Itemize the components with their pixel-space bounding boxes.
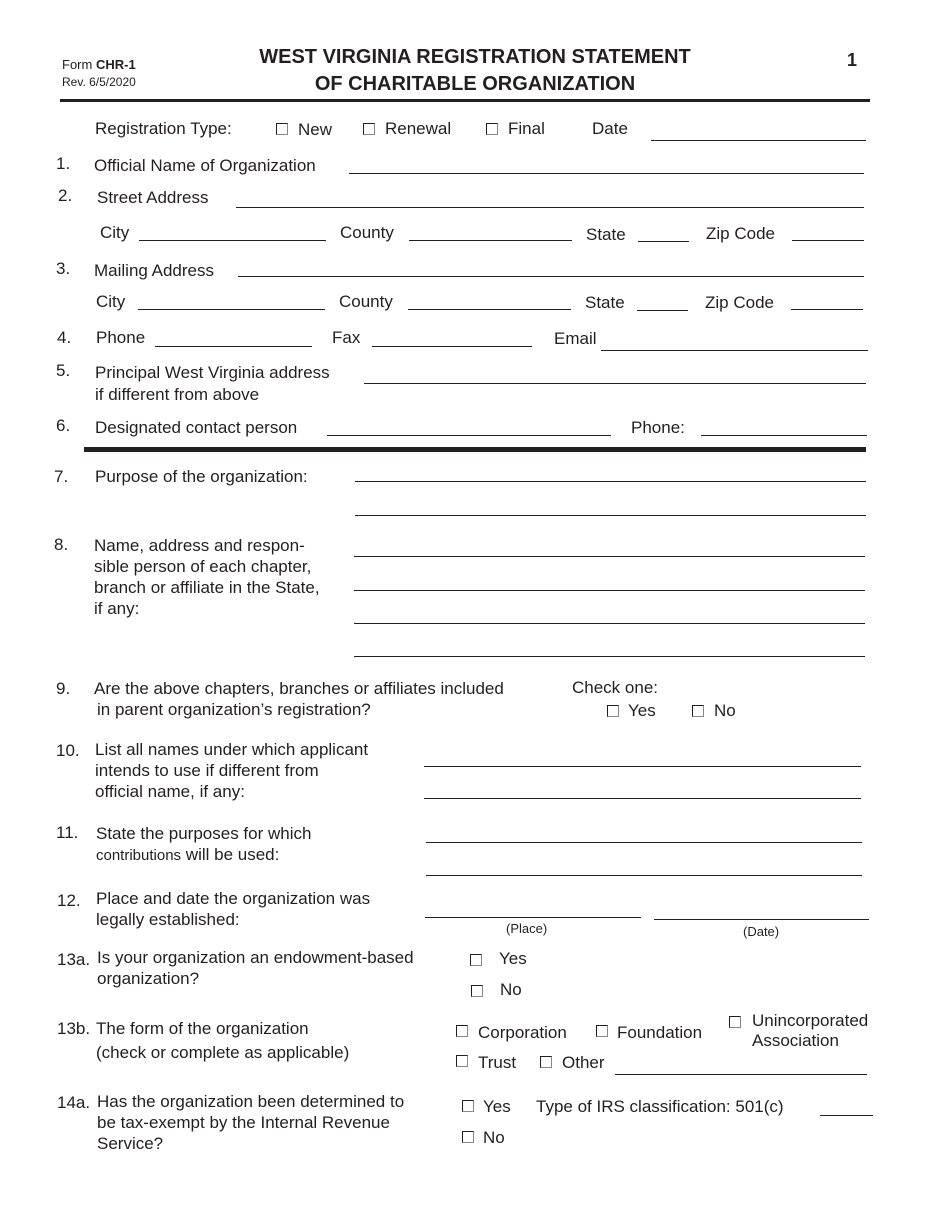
endowment-yes-checkbox[interactable] xyxy=(470,954,482,966)
included-no-checkbox[interactable] xyxy=(692,705,704,717)
foundation-checkbox[interactable] xyxy=(596,1025,608,1037)
established-date-field[interactable] xyxy=(654,919,869,920)
purpose-field-2[interactable] xyxy=(355,515,866,516)
check-one-label: Check one: xyxy=(572,678,658,697)
form-code: Form CHR-1 xyxy=(62,57,136,72)
established-line-2: legally established: xyxy=(96,910,240,929)
place-caption: (Place) xyxy=(506,921,548,936)
mailing-state-field[interactable] xyxy=(637,310,688,311)
title-line-1: WEST VIRGINIA REGISTRATION STATEMENT xyxy=(259,46,691,68)
contributions-field-2[interactable] xyxy=(426,875,862,876)
city-label: City xyxy=(100,223,130,242)
contact-person-label: Designated contact person xyxy=(95,418,298,437)
endowment-label xyxy=(97,947,414,989)
other-names-field-1[interactable] xyxy=(424,766,861,767)
irs-classification-label: Type of IRS classification: 501(c) xyxy=(536,1097,784,1116)
tax-exempt-label xyxy=(97,1091,404,1154)
item-8-number: 8. xyxy=(54,535,69,554)
established-label xyxy=(96,888,370,930)
renewal-checkbox[interactable] xyxy=(363,123,375,135)
contributions-purpose-label xyxy=(96,823,311,866)
other-label: Other xyxy=(562,1053,605,1072)
principal-address-field[interactable] xyxy=(364,383,866,384)
county-label: County xyxy=(340,223,394,242)
mailing-state-label: State xyxy=(585,293,625,312)
new-checkbox[interactable] xyxy=(276,123,288,135)
tax-exempt-line-3: Service? xyxy=(97,1134,164,1153)
endowment-yes-label: Yes xyxy=(499,949,527,968)
chapters-line-1: Name, address and respon- xyxy=(94,536,305,555)
chapters-line-2: sible person of each chapter, xyxy=(94,557,312,576)
included-no-label: No xyxy=(714,701,736,720)
purpose-field-1[interactable] xyxy=(355,481,866,482)
phone-label: Phone xyxy=(96,328,146,347)
revision-date: Rev. 6/5/2020 xyxy=(62,75,136,89)
contact-person-field[interactable] xyxy=(327,435,611,436)
item-10-number: 10. xyxy=(56,741,80,760)
phone-field[interactable] xyxy=(155,346,312,347)
item-11-number: 11. xyxy=(56,823,79,842)
street-address-field[interactable] xyxy=(236,207,864,208)
mailing-city-label: City xyxy=(96,292,126,311)
mailing-zip-field[interactable] xyxy=(791,309,863,310)
mailing-city-field[interactable] xyxy=(138,309,325,310)
included-yes-label: Yes xyxy=(628,701,656,720)
item-4-number: 4. xyxy=(57,328,72,347)
mailing-zip-label: Zip Code xyxy=(705,293,774,312)
renewal-label: Renewal xyxy=(385,119,452,138)
endowment-no-label: No xyxy=(500,980,522,999)
chapters-label xyxy=(94,535,320,619)
mailing-county-field[interactable] xyxy=(408,309,571,310)
chapters-field-2[interactable] xyxy=(354,590,865,591)
header-rule xyxy=(60,99,870,102)
contributions-field-1[interactable] xyxy=(426,842,862,843)
street-county-field[interactable] xyxy=(409,240,572,241)
mailing-county-label: County xyxy=(339,292,393,311)
form-title xyxy=(200,44,750,98)
title-line-2: OF CHARITABLE ORGANIZATION xyxy=(314,73,636,95)
date-caption: (Date) xyxy=(743,924,780,939)
street-address-label: Street Address xyxy=(97,188,209,207)
item-13b-number: 13b. xyxy=(57,1019,91,1038)
street-state-field[interactable] xyxy=(638,241,689,242)
item-9-number: 9. xyxy=(56,679,71,698)
new-label: New xyxy=(298,120,333,139)
final-label: Final xyxy=(508,119,545,138)
chapters-field-4[interactable] xyxy=(354,656,865,657)
org-form-label xyxy=(96,1018,349,1063)
contact-phone-label: Phone: xyxy=(631,418,685,437)
tax-exempt-no-label: No xyxy=(483,1128,505,1147)
item-5-number: 5. xyxy=(56,361,71,380)
included-question-label xyxy=(94,678,504,720)
org-form-line-1: The form of the organization xyxy=(96,1019,309,1038)
other-checkbox[interactable] xyxy=(540,1056,552,1068)
zip-label: Zip Code xyxy=(706,224,775,243)
chapters-field-1[interactable] xyxy=(354,556,865,557)
included-yes-checkbox[interactable] xyxy=(607,705,619,717)
street-zip-field[interactable] xyxy=(792,240,864,241)
official-name-field[interactable] xyxy=(349,173,864,174)
principal-address-line-2: if different from above xyxy=(95,385,260,404)
tax-exempt-line-1: Has the organization been determined to xyxy=(97,1092,405,1111)
item-6-number: 6. xyxy=(56,416,71,435)
item-12-number: 12. xyxy=(57,891,81,910)
state-label: State xyxy=(586,225,626,244)
tax-exempt-no-checkbox[interactable] xyxy=(462,1131,474,1143)
contributions-line-1: State the purposes for which xyxy=(96,824,312,843)
chapters-line-3: branch or affiliate in the State, xyxy=(94,578,320,597)
endowment-line-2: organization? xyxy=(97,969,200,988)
fax-field[interactable] xyxy=(372,346,532,347)
endowment-no-checkbox[interactable] xyxy=(471,985,483,997)
unincorporated-label xyxy=(752,1011,868,1051)
mailing-address-label: Mailing Address xyxy=(94,261,215,280)
established-line-1: Place and date the organization was xyxy=(96,889,371,908)
tax-exempt-yes-label: Yes xyxy=(483,1097,511,1116)
mailing-address-field[interactable] xyxy=(238,276,864,277)
purpose-label: Purpose of the organization: xyxy=(95,467,308,486)
established-place-field[interactable] xyxy=(425,917,641,918)
other-names-label xyxy=(95,739,368,802)
included-line-1: Are the above chapters, branches or affiliates included xyxy=(94,679,504,698)
contributions-line-2: contributions will be used: xyxy=(96,845,280,864)
chapters-field-3[interactable] xyxy=(354,623,865,624)
email-field[interactable] xyxy=(601,350,868,351)
item-7-number: 7. xyxy=(54,467,69,486)
chapters-line-4: if any: xyxy=(94,599,140,618)
fax-label: Fax xyxy=(332,328,361,347)
trust-checkbox[interactable] xyxy=(456,1055,468,1067)
page-number: 1 xyxy=(847,50,858,70)
item-13a-number: 13a. xyxy=(57,950,91,969)
foundation-label: Foundation xyxy=(617,1023,703,1042)
item-2-number: 2. xyxy=(58,186,73,205)
other-field[interactable] xyxy=(615,1074,867,1075)
other-names-field-2[interactable] xyxy=(424,798,861,799)
corporation-label: Corporation xyxy=(478,1023,567,1042)
principal-address-label xyxy=(95,362,330,405)
tax-exempt-yes-checkbox[interactable] xyxy=(462,1100,474,1112)
street-city-field[interactable] xyxy=(139,240,326,241)
included-line-2: in parent organization’s registration? xyxy=(97,700,371,719)
item-1-number: 1. xyxy=(56,154,71,173)
email-label: Email xyxy=(554,329,597,348)
unincorporated-checkbox[interactable] xyxy=(729,1016,741,1028)
trust-label: Trust xyxy=(478,1053,517,1072)
section-divider xyxy=(84,447,866,452)
final-checkbox[interactable] xyxy=(486,123,498,135)
endowment-line-1: Is your organization an endowment-based xyxy=(97,948,414,967)
date-label: Date xyxy=(592,119,628,138)
principal-address-line-1: Principal West Virginia address xyxy=(95,363,330,382)
item-14a-number: 14a. xyxy=(57,1093,91,1112)
unincorporated-line-1: Unincorporated xyxy=(752,1011,869,1030)
item-3-number: 3. xyxy=(56,259,71,278)
tax-exempt-line-2: be tax-exempt by the Internal Revenue xyxy=(97,1113,390,1132)
contact-phone-field[interactable] xyxy=(701,435,867,436)
other-names-line-2: intends to use if different from xyxy=(95,761,319,780)
official-name-label: Official Name of Organization xyxy=(94,156,316,175)
other-names-line-3: official name, if any: xyxy=(95,782,245,801)
org-form-line-2: (check or complete as applicable) xyxy=(96,1043,350,1062)
registration-type-label: Registration Type: xyxy=(95,119,232,138)
unincorporated-line-2: Association xyxy=(752,1031,839,1050)
irs-classification-field[interactable] xyxy=(820,1115,873,1116)
other-names-line-1: List all names under which applicant xyxy=(95,740,369,759)
corporation-checkbox[interactable] xyxy=(456,1025,468,1037)
date-field[interactable] xyxy=(651,140,866,141)
